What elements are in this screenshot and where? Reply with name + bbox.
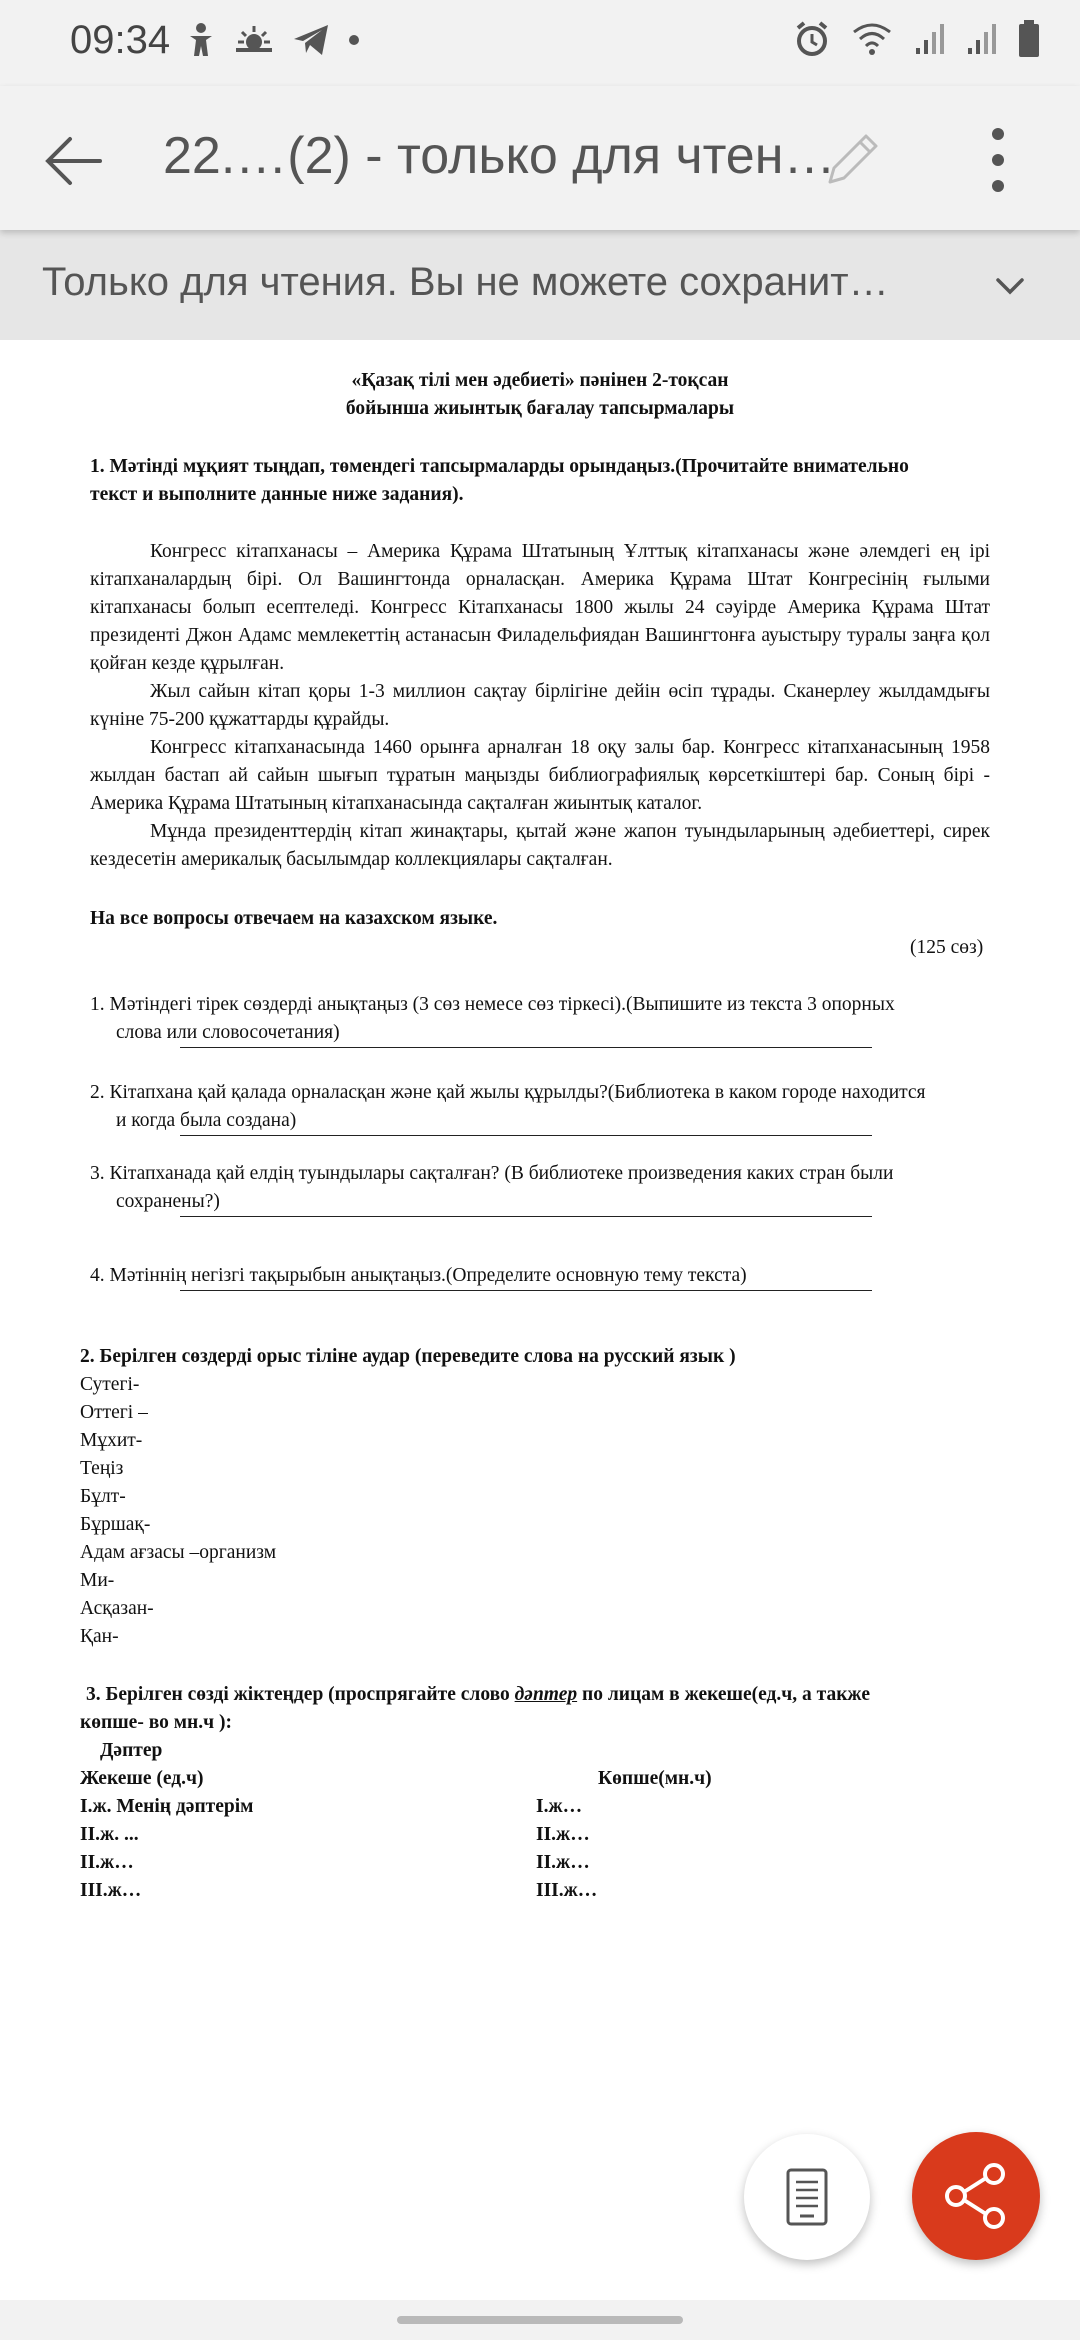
text-paragraph-3: Конгресс кітапханасында 1460 орынға арналған 18 оқу залы бар. Конгресс кітапханасының 1958 жылдан бастап ай сайын шығып тұратын маңызды библиографиялық көрсеткіштері бар. Соның бірі - Америка Құрама Штатының кітапханасында сақталған жиынтық каталог.: [90, 737, 990, 814]
question-4: 4. Мәтіннің негізгі тақырыбын анықтаңыз.(Определите основную тему текста): [90, 1265, 747, 1286]
singular-column-header: Жекеше (ед.ч): [80, 1768, 204, 1789]
plural-column-header: Көпше(мн.ч): [598, 1768, 712, 1789]
doc-title-line1: «Қазақ тілі мен әдебиеті» пәнінен 2-тоқсан: [351, 370, 729, 391]
status-left-icons: [186, 22, 360, 58]
task2-word: Бұлт-: [80, 1486, 126, 1507]
dot-icon: [348, 34, 360, 46]
accessibility-icon: [186, 22, 216, 58]
alarm-icon: [794, 20, 830, 58]
read-only-banner-text: Только для чтения. Вы не можете сохранит…: [42, 260, 889, 304]
share-button[interactable]: [912, 2132, 1040, 2260]
question-3-line1: 3. Кітапханада қай елдің туындылары сақталған? (В библиотеке произведения каких стран были: [90, 1163, 894, 1184]
question-1-line1: 1. Мәтіндегі тірек сөздерді анықтаңыз (3 сөз немесе сөз тіркесі).(Выпишите из текста 3 опорных: [90, 994, 895, 1015]
plural-row: ІІ.ж…: [536, 1824, 590, 1845]
app-bar: [0, 86, 1080, 230]
singular-row: ІІ.ж. ...: [80, 1824, 139, 1845]
plural-row: І.ж…: [536, 1796, 583, 1817]
task2-word: Бұршақ-: [80, 1514, 151, 1535]
task2-word: Ми-: [80, 1570, 115, 1591]
singular-row: ІІІ.ж…: [80, 1880, 142, 1901]
weather-icon: [234, 22, 274, 58]
status-right-icons: [794, 20, 1040, 58]
back-button[interactable]: [40, 126, 110, 196]
word-count: (125 сөз): [910, 937, 984, 958]
share-icon: [912, 2132, 1040, 2260]
task3-heading-line1: 3. Берілген сөзді жіктеңдер (проспрягайте слово дәптер по лицам в жекеше(ед.ч, а также: [86, 1684, 870, 1705]
task2-heading: 2. Берілген сөздерді орыс тіліне аудар (переведите слова на русский язык ): [80, 1346, 736, 1367]
more-options-button[interactable]: [975, 122, 1021, 198]
plural-rows: [536, 1796, 597, 1908]
edit-button[interactable]: [818, 124, 888, 194]
task2-word: Адам ағзасы –организм: [80, 1542, 277, 1563]
doc-title-line2: бойынша жиынтық бағалау тапсырмалары: [345, 398, 735, 419]
task2-word: Сутегі-: [80, 1374, 140, 1395]
task2-word-list: [80, 1374, 276, 1654]
task2-word: Оттегі –: [80, 1402, 148, 1423]
singular-rows: [80, 1796, 253, 1908]
task2-word: Асқазан-: [80, 1598, 154, 1619]
task2-word: Мұхит-: [80, 1430, 143, 1451]
signal-icon: [966, 22, 996, 56]
system-nav-bar: [0, 2300, 1080, 2340]
status-bar: [0, 0, 1080, 86]
question-2-line2: и когда была создана): [116, 1110, 297, 1131]
task3-word: Дәптер: [100, 1740, 163, 1761]
answer-language-note: На все вопросы отвечаем на казахском языке.: [90, 908, 498, 929]
document-page[interactable]: [0, 340, 1080, 2300]
task2-word: Теңіз: [80, 1458, 124, 1479]
wifi-icon: [852, 22, 892, 56]
task2-word: Қан-: [80, 1626, 119, 1647]
task1-heading-line2: текст и выполните данные ниже задания).: [90, 484, 464, 505]
singular-row: ІІ.ж…: [80, 1852, 134, 1873]
reading-view-button[interactable]: [744, 2134, 870, 2260]
signal-icon: [914, 22, 944, 56]
read-only-banner[interactable]: [0, 230, 1080, 340]
document-reader-icon: [744, 2134, 870, 2260]
task3-heading-line2: көпше- во мн.ч ):: [80, 1712, 232, 1733]
answer-line-1: [180, 1047, 872, 1048]
text-paragraph-2: Жыл сайын кітап қоры 1-3 миллион сақтау бірлігіне дейін өсіп тұрады. Сканерлеу жылдамдығы күніне 75-200 құжаттарды құрайды.: [90, 681, 990, 730]
pencil-icon: [818, 124, 888, 194]
document-title: 22.…(2) - только для чтен…: [163, 127, 836, 185]
status-time: 09:34: [70, 18, 171, 62]
task3-target-word: дәптер: [514, 1684, 578, 1705]
answer-line-2: [180, 1135, 872, 1136]
home-gesture-handle[interactable]: [397, 2316, 683, 2324]
task1-heading-line1: 1. Мәтінді мұқият тыңдап, төмендегі тапсырмаларды орындаңыз.(Прочитайте внимательно: [90, 456, 909, 477]
question-1-line2: слова или словосочетания): [116, 1022, 340, 1043]
plural-row: ІІ.ж…: [536, 1852, 590, 1873]
question-2-line1: 2. Кітапхана қай қалада орналасқан және қай жылы құрылды?(Библиотека в каком городе находится: [90, 1082, 926, 1103]
banner-expand-button[interactable]: [990, 266, 1030, 306]
text-paragraph-1: Конгресс кітапханасы – Америка Құрама Штатының Ұлттық кітапханасы және әлемдегі ең ірі кітапханалардың бірі. Ол Вашингтонда орналасқан. Америка Құрама Штат Конгресінің ғылыми кітапханасы болып есептеледі. Конгресс Кітапханасы 1800 жылы 24 сәуірде Америка Құрама Штат президенті Джон Адамс мемлекеттің астанасын Филадельфиядан Вашингтонға ауыстыру туралы заңға қол қойған кезде құрылған.: [90, 541, 990, 674]
arrow-left-icon: [40, 126, 110, 196]
telegram-icon: [292, 23, 330, 57]
more-vertical-icon: [975, 122, 1021, 198]
singular-row: І.ж. Менің дәптерім: [80, 1796, 254, 1817]
answer-line-3: [180, 1216, 872, 1217]
chevron-down-icon: [990, 266, 1030, 306]
text-paragraph-4: Мұнда президенттердің кітап жинақтары, қытай және жапон туындыларының әдебиеттері, сирек кездесетін америкалық басылымдар коллекциялары сақталған.: [90, 821, 990, 870]
answer-line-4: [180, 1290, 872, 1291]
plural-row: ІІІ.ж…: [536, 1880, 598, 1901]
question-3-line2: сохранены?): [116, 1191, 220, 1212]
battery-icon: [1018, 20, 1040, 58]
